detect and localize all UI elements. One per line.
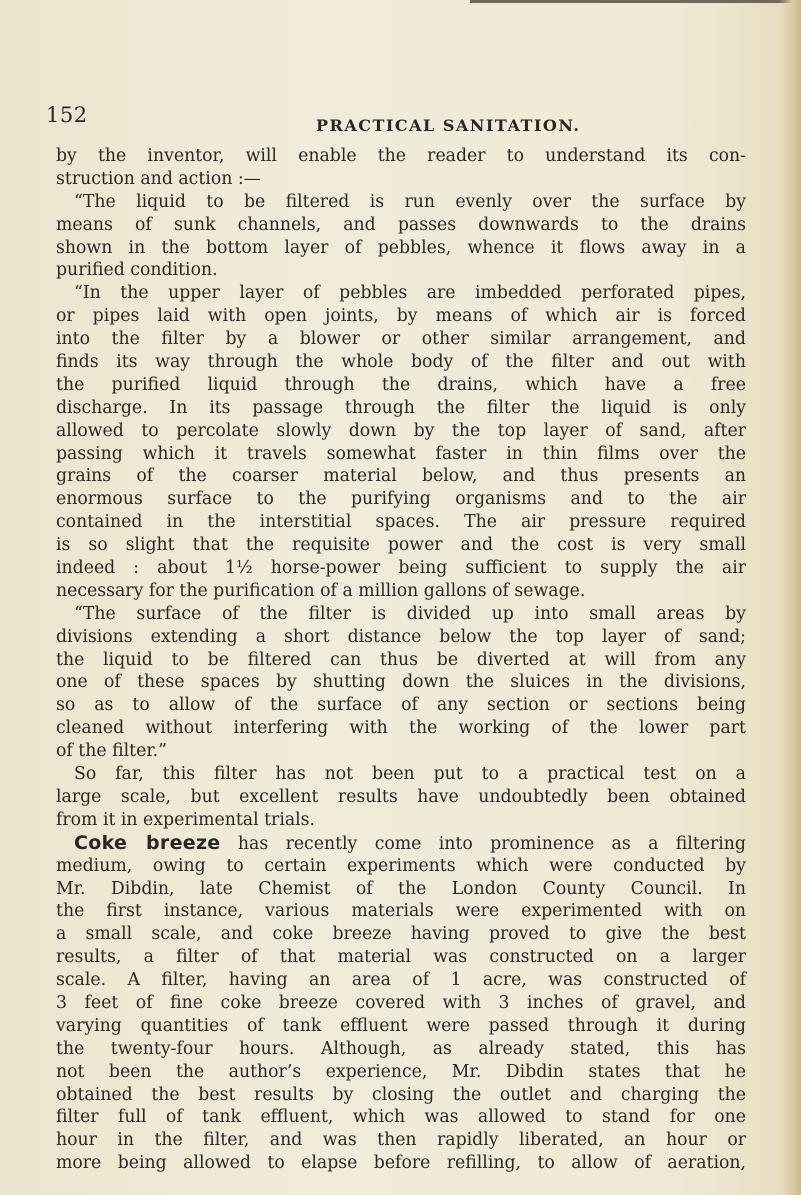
text-line: Mr. Dibdin, late Chemist of the London County Council. In bbox=[56, 878, 746, 899]
text-line: passing which it travels somewhat faster in thin films over the bbox=[56, 443, 746, 464]
text-line: one of these spaces by shutting down the sluices in the divisions, bbox=[56, 672, 746, 693]
text-line: hour in the filter, and was then rapidly liberated, an hour or bbox=[56, 1130, 746, 1151]
text-line: the liquid to be filtered can thus be diverted at will from any bbox=[56, 649, 746, 670]
text-line: “The surface of the filter is divided up into small areas by bbox=[74, 603, 746, 624]
text-line: results, a filter of that material was constructed on a larger bbox=[56, 947, 746, 968]
text-line: into the filter by a blower or other similar arrangement, and bbox=[56, 329, 746, 350]
body-text bbox=[56, 145, 746, 1175]
text-line: is so slight that the requisite power and the cost is very small bbox=[56, 535, 746, 556]
text-line-rest: has recently come into prominence as a filtering bbox=[237, 833, 746, 854]
text-line: indeed : about 1½ horse-power being sufficient to supply the air bbox=[56, 558, 746, 579]
page-edge-shadow bbox=[779, 0, 801, 1195]
running-head: PRACTICAL SANITATION. bbox=[316, 116, 581, 135]
text-line: by the inventor, will enable the reader to understand its con- bbox=[56, 146, 746, 166]
text-line: finds its way through the whole body of the filter and out with bbox=[56, 352, 746, 373]
text-line: filter full of tank effluent, which was allowed to stand for one bbox=[56, 1107, 746, 1128]
text-line: of the filter.” bbox=[56, 741, 168, 762]
text-line-with-side-heading bbox=[56, 832, 746, 855]
text-line: “The liquid to be filtered is run evenly over the surface by bbox=[74, 191, 746, 212]
text-line: medium, owing to certain experiments which were conducted by bbox=[56, 855, 746, 876]
text-line: So far, this filter has not been put to a practical test on a bbox=[74, 764, 746, 785]
text-line: large scale, but excellent results have undoubtedly been obtained bbox=[56, 786, 746, 807]
text-line: varying quantities of tank effluent were passed through it during bbox=[56, 1015, 746, 1036]
text-line: “In the upper layer of pebbles are imbedded perforated pipes, bbox=[74, 283, 746, 304]
text-line: scale. A filter, having an area of 1 acre, was constructed of bbox=[56, 970, 746, 991]
text-line: obtained the best results by closing the outlet and charging the bbox=[56, 1084, 746, 1105]
text-line: grains of the coarser material below, and thus presents an bbox=[56, 466, 746, 487]
text-line: allowed to percolate slowly down by the top layer of sand, after bbox=[56, 420, 746, 441]
text-line: shown in the bottom layer of pebbles, whence it flows away in a bbox=[56, 237, 746, 258]
side-heading: Coke breeze bbox=[74, 831, 221, 854]
text-line: 3 feet of fine coke breeze covered with 3 inches of gravel, and bbox=[56, 992, 746, 1013]
text-line: not been the author’s experience, Mr. Dibdin states that he bbox=[56, 1061, 746, 1082]
text-line: purified condition. bbox=[56, 260, 218, 281]
text-line: means of sunk channels, and passes downwards to the drains bbox=[56, 214, 746, 235]
text-line: so as to allow of the surface of any section or sections being bbox=[56, 695, 746, 716]
text-line: necessary for the purification of a million gallons of sewage. bbox=[56, 580, 586, 601]
text-line: from it in experimental trials. bbox=[56, 809, 316, 830]
text-line: the purified liquid through the drains, which have a free bbox=[56, 374, 746, 395]
text-line: the twenty-four hours. Although, as already stated, this has bbox=[56, 1038, 746, 1059]
page-number: 152 bbox=[46, 103, 88, 127]
text-line: enormous surface to the purifying organisms and to the air bbox=[56, 489, 746, 510]
text-line: a small scale, and coke breeze having proved to give the best bbox=[56, 924, 746, 945]
text-line: discharge. In its passage through the filter the liquid is only bbox=[56, 397, 746, 418]
text-line: more being allowed to elapse before refilling, to allow of aeration, bbox=[56, 1153, 746, 1174]
scan-edge-line bbox=[470, 0, 801, 3]
text-line: the first instance, various materials were experimented with on bbox=[56, 901, 746, 922]
text-line: contained in the interstitial spaces. The air pressure required bbox=[56, 512, 746, 533]
text-line: struction and action :— bbox=[56, 168, 261, 189]
text-line: divisions extending a short distance below the top layer of sand; bbox=[56, 626, 746, 647]
text-line: cleaned without interfering with the working of the lower part bbox=[56, 718, 746, 739]
text-line: or pipes laid with open joints, by means of which air is forced bbox=[56, 306, 746, 327]
